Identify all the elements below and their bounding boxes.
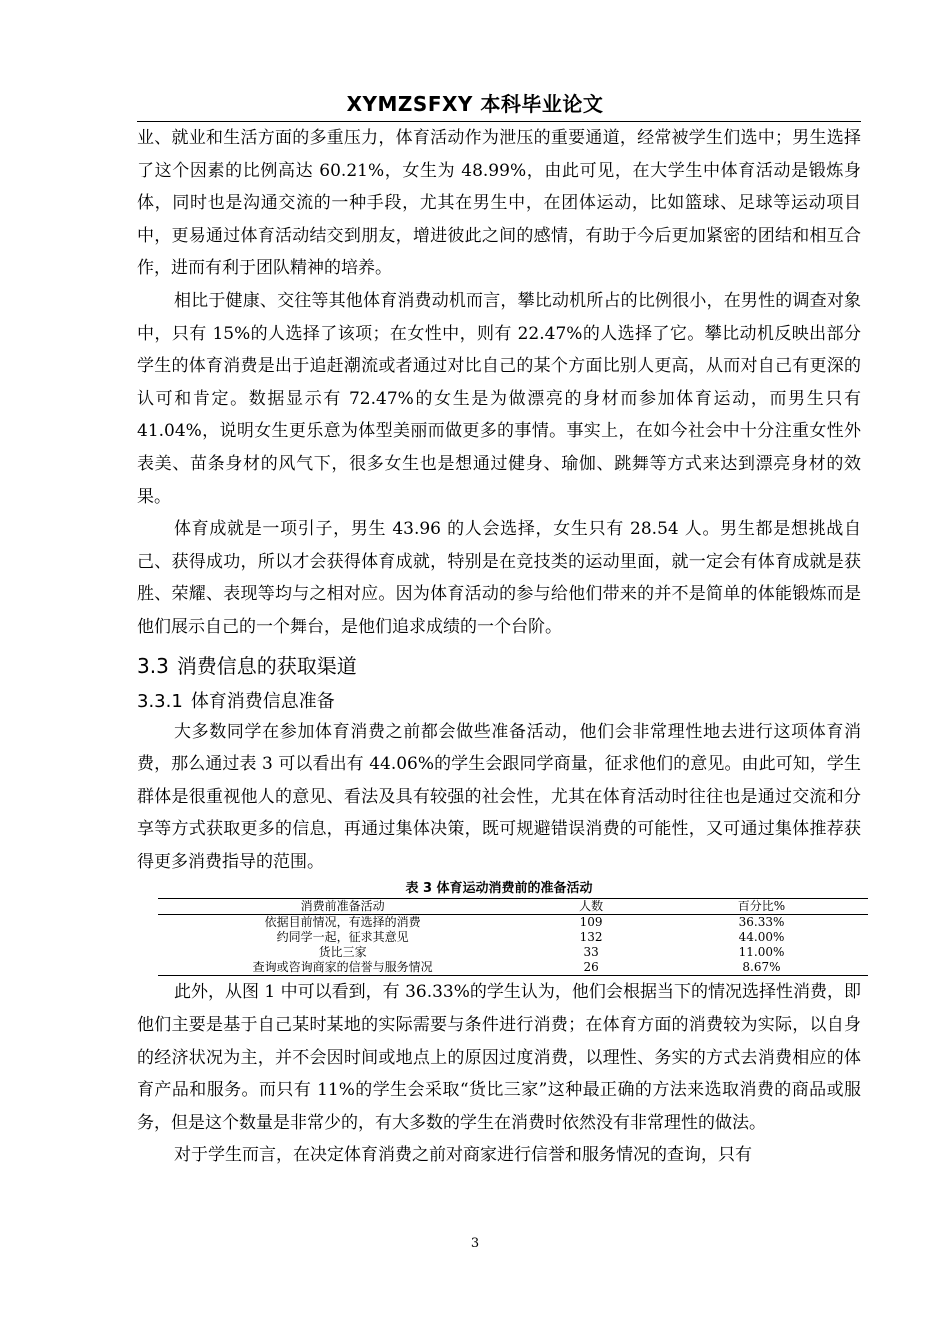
table-cell: 查询或咨询商家的信誉与服务情况 [252, 960, 433, 975]
paragraph: 相比于健康、交往等其他体育消费动机而言，攀比动机所占的比例很小，在男性的调查对象中，只有 15%的人选择了该项；在女性中，则有 22.47%的人选择了它。攀比动机反映出部分学生的体育消费是出于追赶潮流或者通过对比自己的某个方面比别人更高，从而对自己有更深的认可和肯定。数据显示有 72.47%的女生是为做漂亮的身材而参加体育运动，而男生只有 41.04%，说明女生更乐意为体型美丽而做更多的事情。事实上，在如今社会中十分注重女性外表美、苗条身材的风气下，很多女生也是想通过健身、瑜伽、跳舞等方式来达到漂亮身材的效果。 [137, 290, 861, 507]
table-row [158, 960, 868, 976]
subsection-heading [137, 688, 861, 716]
section-title: 消费信息的获取渠道 [176, 653, 357, 678]
paragraph: 体育成就是一项引子，男生 43.96 的人会选择，女生只有 28.54 人。男生都是想挑战自己、获得成功，所以才会获得体育成就，特别是在竞技类的运动里面，就一定会有体育成就是获胜、荣耀、表现等均与之相对应。因为体育活动的参与给他们带来的并不是简单的体能锻炼而是他们展示自己的一个舞台，是他们追求成绩的一个台阶。 [137, 519, 861, 637]
paragraph: 大多数同学在参加体育消费之前都会做些准备活动，他们会非常理性地去进行这项体育消费，那么通过表 3 可以看出有 44.06%的学生会跟同学商量，征求他们的意见。由此可知，学生群体是很重视他人的意见、看法及具有较强的社会性，尤其在体育活动时往往也是通过交流和分享等方式获取更多的信息，再通过集体决策，既可规避错误消费的可能性，又可通过集体推荐获得更多消费指导的范围。 [137, 721, 861, 872]
table-row [158, 915, 868, 931]
table-cell: 约同学一起，征求其意见 [276, 930, 409, 945]
data-table [158, 898, 868, 976]
table-cell: 26 [583, 960, 599, 975]
table-cell: 货比三家 [318, 945, 367, 960]
table-cell: 132 [579, 930, 603, 945]
table-cell: 36.33% [738, 915, 785, 930]
paragraph: 业、就业和生活方面的多重压力，体育活动作为泄压的重要通道，经常被学生们选中；男生选择了这个因素的比例高达 60.21%，女生为 48.99%，由此可见，在大学生中体育活动是锻炼身体，同时也是沟通交流的一种手段，尤其在男生中，在团体运动，比如篮球、足球等运动项目中，更易通过体育活动结交到朋友，增进彼此之间的感情，有助于今后更加紧密的团结和相互合作，进而有利于团队精神的培养。 [137, 128, 861, 279]
table-cell: 8.67% [742, 960, 781, 975]
paragraph: 对于学生而言，在决定体育消费之前对商家进行信誉和服务情况的查询，只有 [174, 1145, 752, 1166]
table-header-cell: 消费前准备活动 [300, 899, 385, 914]
running-header: XYMZSFXY 本科毕业论文 [346, 92, 604, 116]
table-header-cell: 百分比% [737, 899, 786, 914]
table-header-cell: 人数 [579, 899, 604, 914]
table-row [158, 945, 868, 960]
table-row [158, 930, 868, 945]
section-heading [137, 644, 861, 688]
table-cell: 33 [583, 945, 599, 960]
table-cell: 11.00% [738, 945, 785, 960]
table-caption: 表 3 体育运动消费前的准备活动 [405, 881, 593, 897]
table-cell: 44.00% [738, 930, 785, 945]
page-number: 3 [470, 1236, 480, 1251]
table-cell: 依据目前情况，有选择的消费 [264, 915, 421, 930]
paragraph: 此外，从图 1 中可以看到，有 36.33%的学生认为，他们会根据当下的情况选择性消费，即他们主要是基于自己某时某地的实际需要与条件进行消费；在体育方面的消费较为实际，以自身的经济状况为主，并不会因时间或地点上的原因过度消费，以理性、务实的方式去消费相应的体育产品和服务。而只有 11%的学生会采取“货比三家”这种最正确的方法来选取消费的商品或服务，但是这个数量是非常少的，有大多数的学生在消费时依然没有非常理性的做法。 [137, 982, 861, 1133]
subsection-number: 3.3.1 [137, 690, 183, 712]
subsection-title: 体育消费信息准备 [190, 690, 335, 712]
main-content [137, 122, 861, 1172]
table-header-row [158, 899, 868, 915]
table-cell: 109 [579, 915, 603, 930]
section-number: 3.3 [137, 653, 169, 678]
